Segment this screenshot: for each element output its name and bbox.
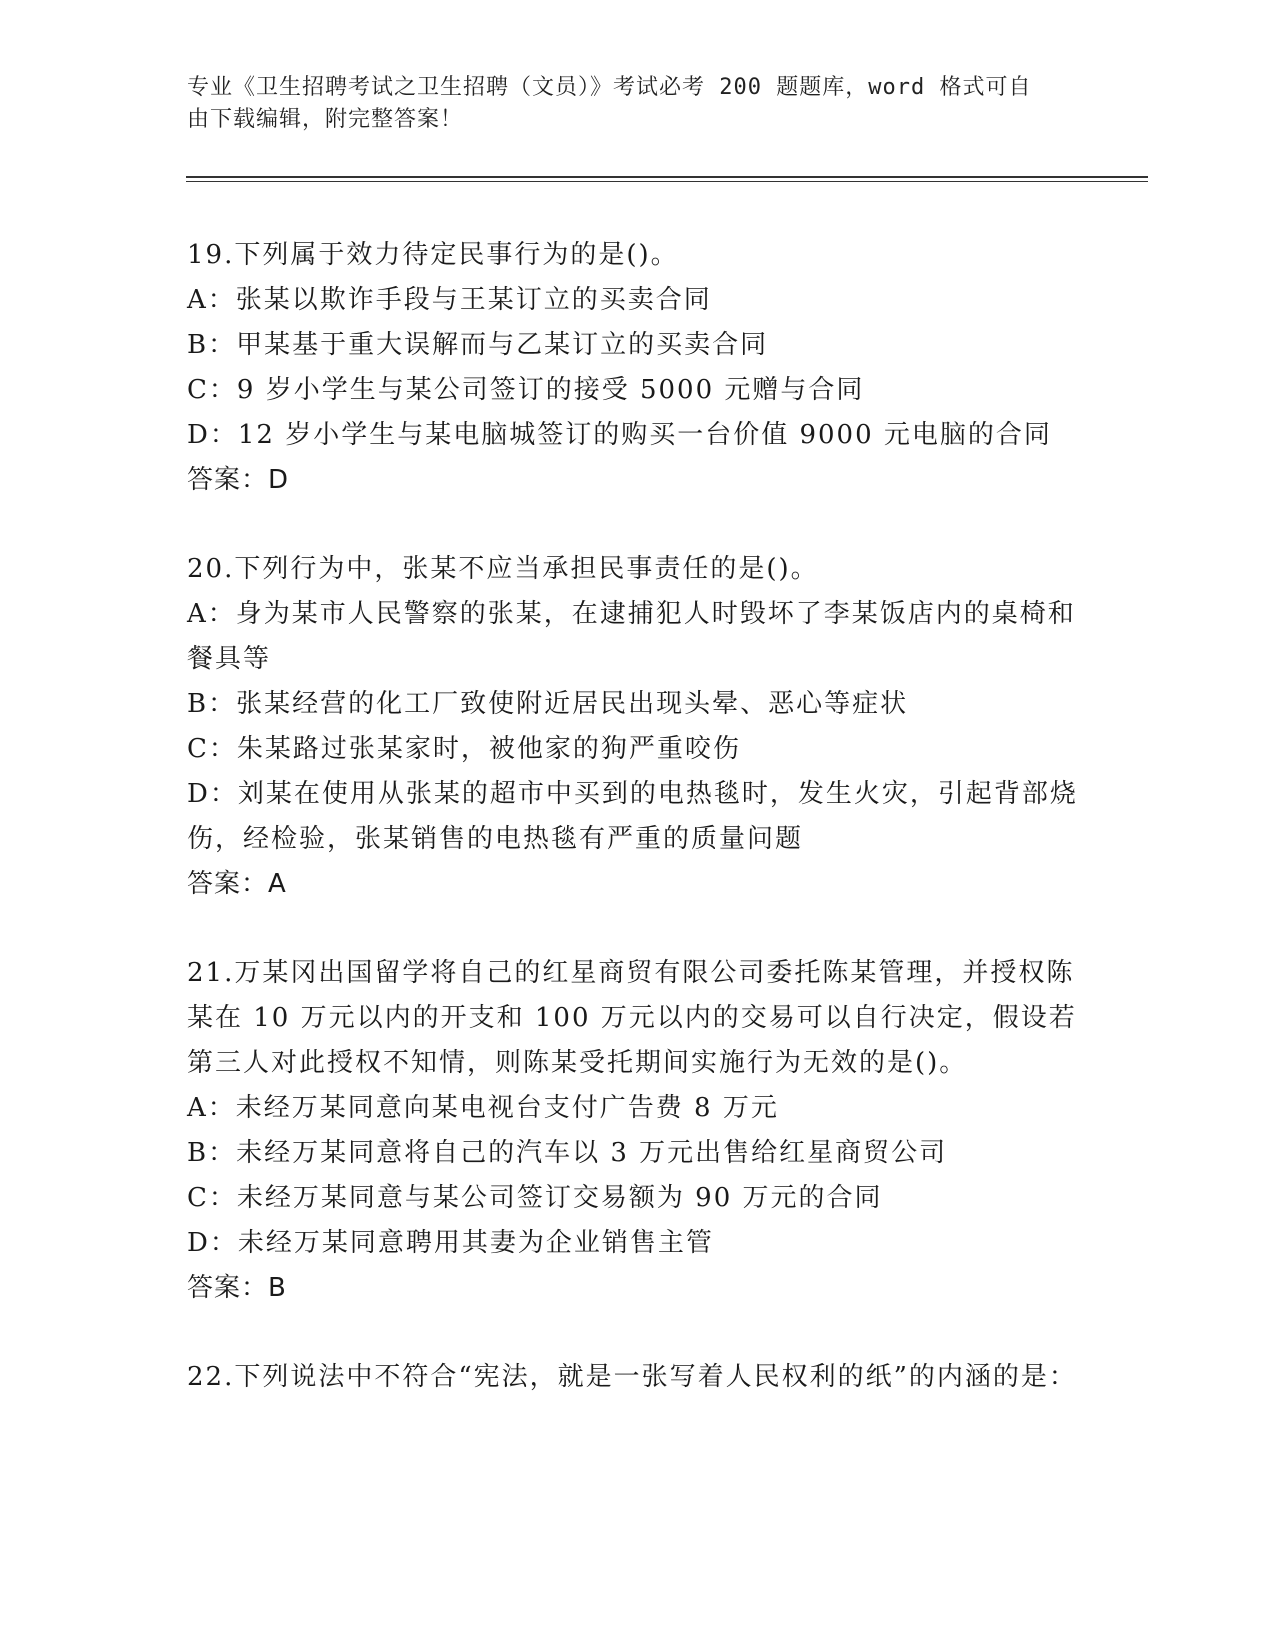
document-header xyxy=(187,72,1087,136)
question-20 xyxy=(187,547,1087,907)
option-b: B：张某经营的化工厂致使附近居民出现头晕、恶心等症状 xyxy=(187,689,909,719)
question-22 xyxy=(187,1355,1087,1400)
answer-label: 答案：D xyxy=(187,465,290,495)
question-stem: 21.万某冈出国留学将自己的红星商贸有限公司委托陈某管理，并授权陈某在 10 万元以内的开支和 100 万元以内的交易可以自行决定，假设若第三人对此授权不知情，则陈某受托期间实施行为无效的是()。 xyxy=(187,958,1077,1078)
header-line-2: 由下载编辑，附完整答案！ xyxy=(187,107,464,132)
option-b: B：甲某基于重大误解而与乙某订立的买卖合同 xyxy=(187,330,769,360)
question-21 xyxy=(187,951,1087,1311)
option-d: D：未经万某同意聘用其妻为企业销售主管 xyxy=(187,1228,714,1258)
answer-label: 答案：B xyxy=(187,1273,287,1303)
option-c: C：未经万某同意与某公司签订交易额为 90 万元的合同 xyxy=(187,1183,883,1213)
answer-label: 答案：A xyxy=(187,869,287,899)
question-19 xyxy=(187,233,1087,503)
header-line-1: 专业《卫生招聘考试之卫生招聘（文员）》考试必考 200 题题库，word 格式可自 xyxy=(187,75,1032,100)
option-d: D：刘某在使用从张某的超市中买到的电热毯时，发生火灾，引起背部烧伤，经检验，张某销售的电热毯有严重的质量问题 xyxy=(187,779,1078,854)
option-c: C：9 岁小学生与某公司签订的接受 5000 元赠与合同 xyxy=(187,375,865,405)
question-list xyxy=(187,233,1087,1444)
question-stem: 19.下列属于效力待定民事行为的是()。 xyxy=(187,240,679,270)
header-divider-thick xyxy=(186,176,1148,178)
option-a: A：张某以欺诈手段与王某订立的买卖合同 xyxy=(187,285,712,315)
option-a: A：未经万某同意向某电视台支付广告费 8 万元 xyxy=(187,1093,779,1123)
option-c: C：朱某路过张某家时，被他家的狗严重咬伤 xyxy=(187,734,741,764)
header-divider-thin xyxy=(186,181,1148,182)
question-stem: 20.下列行为中，张某不应当承担民事责任的是()。 xyxy=(187,554,819,584)
question-stem: 22.下列说法中不符合“宪法，就是一张写着人民权利的纸”的内涵的是： xyxy=(187,1362,1077,1392)
option-d: D：12 岁小学生与某电脑城签订的购买一台价值 9000 元电脑的合同 xyxy=(187,420,1052,450)
option-b: B：未经万某同意将自己的汽车以 3 万元出售给红星商贸公司 xyxy=(187,1138,948,1168)
option-a: A：身为某市人民警察的张某，在逮捕犯人时毁坏了李某饭店内的桌椅和餐具等 xyxy=(187,599,1076,674)
